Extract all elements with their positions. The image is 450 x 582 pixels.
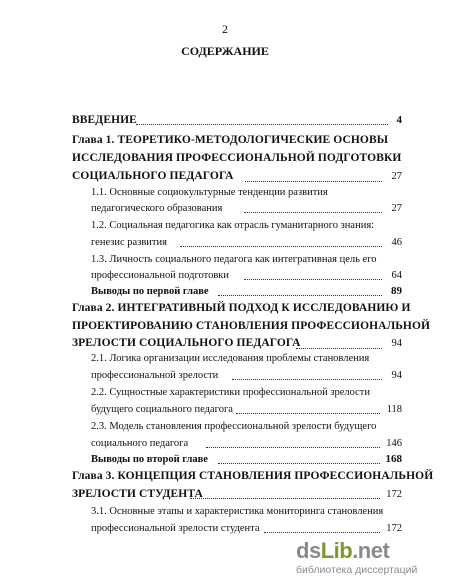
toc-s11-line2: педагогического образования <box>91 203 223 214</box>
toc-leader <box>296 347 382 349</box>
toc-s12-page: 46 <box>391 237 402 248</box>
toc-ch1-line3: СОЦИАЛЬНОГО ПЕДАГОГА <box>72 170 234 182</box>
toc-s23-line2: социального педагога <box>91 438 189 449</box>
toc-s21-line1: 2.1. Логика организации исследования проблемы становления <box>91 353 370 364</box>
toc-intro-label: ВВЕДЕНИЕ <box>72 114 137 126</box>
toc-ch3-line2: ЗРЕЛОСТИ СТУДЕНТА <box>72 488 203 500</box>
toc-leader <box>218 462 380 464</box>
toc-s12-line2: генезис развития <box>91 237 167 248</box>
toc-s23-page: 146 <box>386 438 402 449</box>
toc-concl2-page: 168 <box>385 453 402 465</box>
toc-ch2-page: 94 <box>391 338 402 349</box>
toc-ch2-line2: ПРОЕКТИРОВАНИЮ СТАНОВЛЕНИЯ ПРОФЕССИОНАЛЬНОЙ <box>72 320 431 332</box>
toc-s13-line1: 1.3. Личность социального педагога как интегративная цель его <box>91 254 377 265</box>
toc-s23-line1: 2.3. Модель становления профессиональной зрелости будущего <box>91 421 377 432</box>
toc-ch1-line1: Глава 1. ТЕОРЕТИКО-МЕТОДОЛОГИЧЕСКИЕ ОСНОВЫ <box>72 134 389 146</box>
toc-ch2-line1: Глава 2. ИНТЕГРАТИВНЫЙ ПОДХОД К ИССЛЕДОВАНИЮ И <box>72 302 411 314</box>
toc-leader <box>232 378 382 380</box>
page-number: 2 <box>222 22 228 36</box>
toc-s13-line2: профессиональной подготовки <box>91 270 229 281</box>
toc-leader <box>236 412 380 414</box>
toc-s12-line1: 1.2. Социальная педагогика как отрасль гуманитарного знания: <box>91 220 375 231</box>
toc-s21-page: 94 <box>391 370 402 381</box>
toc-s31-line2: профессиональной зрелости студента <box>91 523 260 534</box>
toc-ch1-page: 27 <box>391 171 402 182</box>
toc-leader <box>244 278 382 280</box>
toc-ch3-page: 172 <box>386 489 402 500</box>
toc-ch3-line1: Глава 3. КОНЦЕПЦИЯ СТАНОВЛЕНИЯ ПРОФЕССИОНАЛЬНОЙ <box>72 470 434 482</box>
toc-ch2-line3: ЗРЕЛОСТИ СОЦИАЛЬНОГО ПЕДАГОГА <box>72 337 301 349</box>
toc-s21-line2: профессиональной зрелости <box>91 370 219 381</box>
toc-s11-line1: 1.1. Основные социокультурные тенденции развития <box>91 187 328 198</box>
dslib-watermark <box>296 538 436 578</box>
toc-s31-page: 172 <box>386 523 402 534</box>
toc-concl1-page: 89 <box>391 285 402 297</box>
toc-concl2-label: Выводы по второй главе <box>91 454 208 465</box>
toc-leader <box>264 531 380 533</box>
dslib-subtitle: библиотека диссертаций <box>296 564 418 576</box>
toc-leader <box>245 180 382 182</box>
toc-leader <box>218 294 382 296</box>
toc-ch1-line2: ИССЛЕДОВАНИЯ ПРОФЕССИОНАЛЬНОЙ ПОДГОТОВКИ <box>72 152 402 164</box>
toc-leader <box>136 123 388 125</box>
toc-leader <box>206 446 380 448</box>
toc-intro-page: 4 <box>396 114 402 126</box>
toc-s22-line1: 2.2. Сущностные характеристики профессиональной зрелости <box>91 387 370 398</box>
toc-s13-page: 64 <box>391 270 402 281</box>
toc-s22-line2: будущего социального педагога <box>91 404 233 415</box>
toc-leader <box>180 245 382 247</box>
toc-leader <box>244 211 382 213</box>
toc-s11-page: 27 <box>391 203 402 214</box>
toc-leader <box>190 497 380 499</box>
dslib-logo: dsLib.net <box>296 538 390 563</box>
toc-s22-page: 118 <box>386 404 402 415</box>
toc-concl1-label: Выводы по первой главе <box>91 286 209 297</box>
toc-s31-line1: 3.1. Основные этапы и характеристика мониторинга становления <box>91 506 384 517</box>
page-title: СОДЕРЖАНИЕ <box>181 44 269 58</box>
